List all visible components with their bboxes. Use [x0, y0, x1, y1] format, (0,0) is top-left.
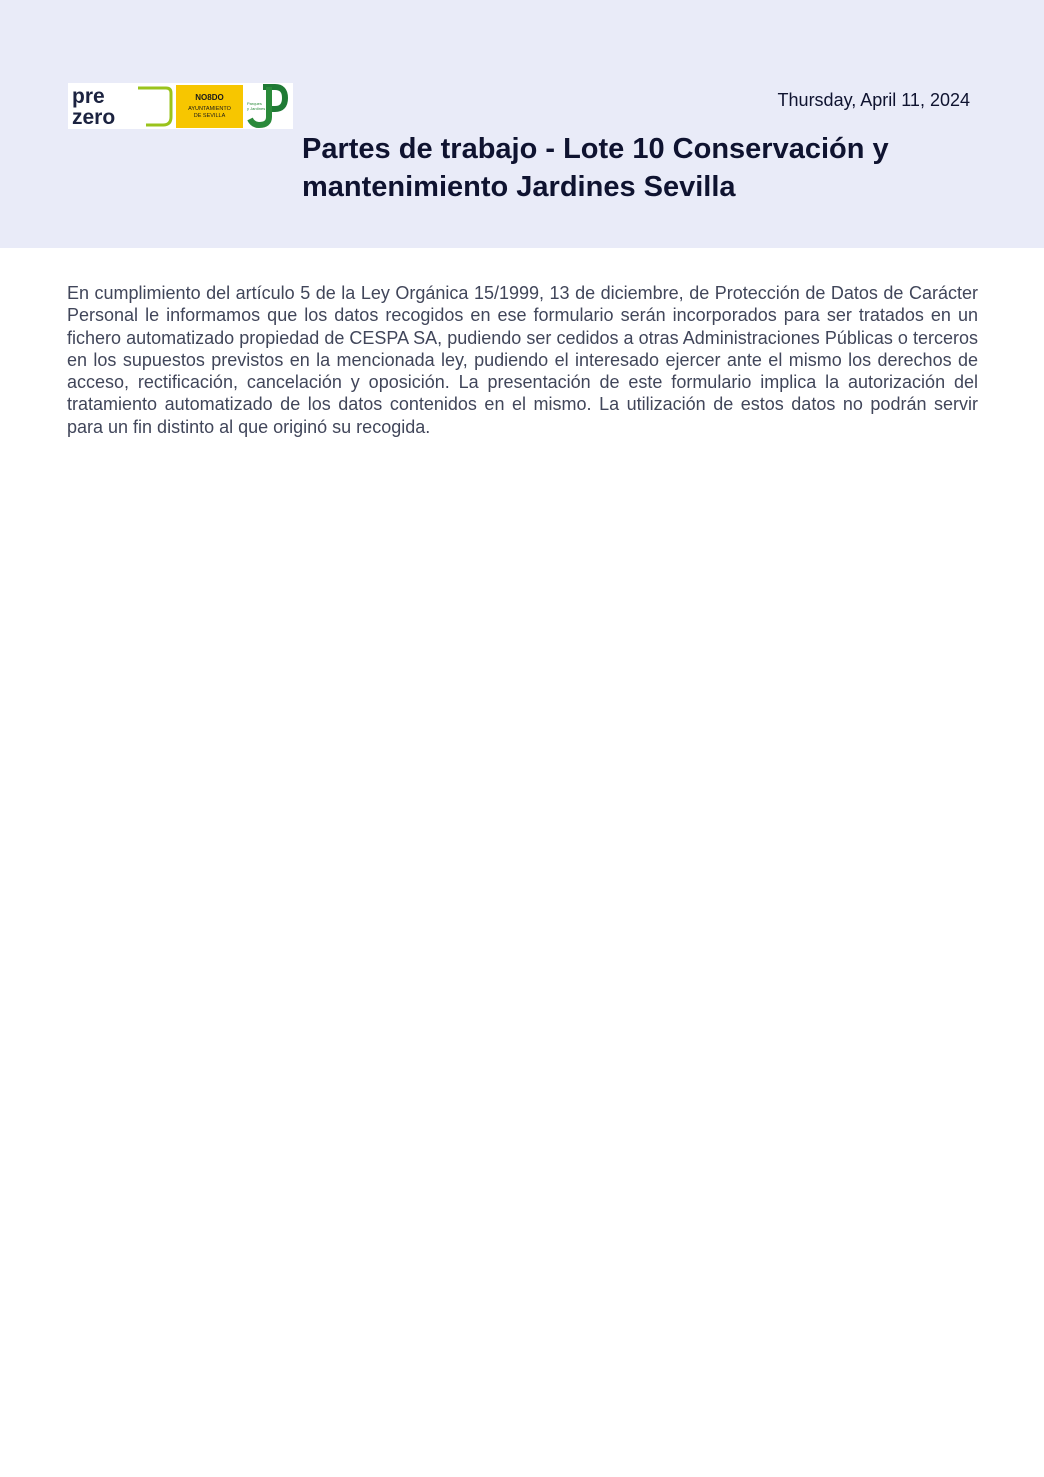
logo-strip: [68, 83, 293, 129]
seville-logo-motto: NO8DO: [195, 92, 224, 102]
data-protection-notice: En cumplimiento del artículo 5 de la Ley Orgánica 15/1999, 13 de diciembre, de Protección de Datos de Carácter Personal le informamos que los datos recogidos en ese formulario serán incorporados para ser tratados en un fichero automatizado propiedad de CESPA SA, pudiendo ser cedidos a otras Administraciones Públicas o terceros en los supuestos previstos en la mencionada ley, pudiendo el interesado ejercer ante el mismo los derechos de acceso, rectificación, cancelación y oposición. La presentación de este formulario implica la autorización del tratamiento automatizado de los datos contenidos en el mismo. La utilización de estos datos no podrán servir para un fin distinto al que originó su recogida.: [67, 283, 978, 437]
ayuntamiento-sevilla-logo-icon: [176, 85, 243, 128]
seville-logo-line-1: AYUNTAMIENTO: [188, 105, 231, 112]
report-date: Thursday, April 11, 2024: [777, 90, 970, 110]
prezero-logo-text-top: pre: [72, 85, 105, 108]
parques-y-jardines-logo-icon: [245, 83, 291, 129]
page-title: Partes de trabajo - Lote 10 Conservación y mantenimiento Jardines Sevilla: [302, 133, 889, 203]
svg-text:Parques: Parques: [247, 101, 262, 106]
prezero-logo-text-bottom: zero: [72, 106, 116, 129]
svg-text:y Jardines: y Jardines: [247, 106, 266, 111]
page-header: [0, 0, 1044, 248]
seville-logo-line-2: DE SEVILLA: [193, 112, 226, 119]
prezero-logo-icon: [68, 83, 174, 129]
